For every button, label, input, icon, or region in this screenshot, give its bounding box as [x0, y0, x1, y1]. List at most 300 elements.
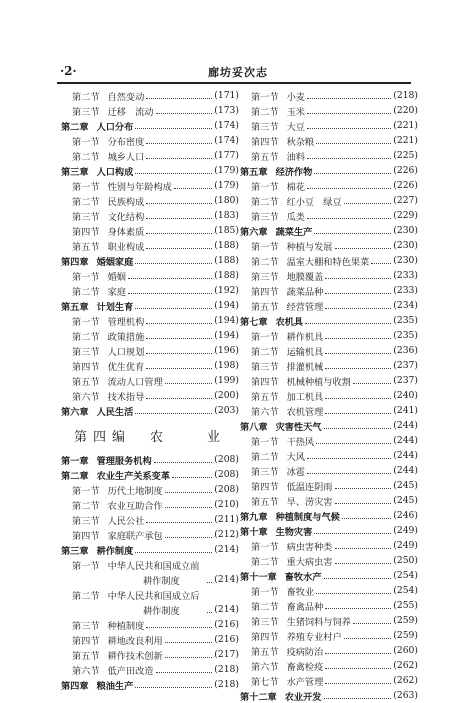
leader-dots [344, 202, 392, 204]
toc-section-entry[interactable] [240, 598, 418, 613]
entry-label: 第四节 [72, 226, 100, 238]
entry-page-number: (218) [214, 679, 239, 690]
toc-section-entry[interactable] [61, 193, 239, 208]
leader-dots [325, 682, 391, 684]
entry-label: 第一节 [72, 271, 100, 283]
running-title: 廊坊妥次志 [208, 66, 268, 79]
toc-section-entry[interactable] [240, 628, 418, 643]
toc-section-entry[interactable] [61, 178, 239, 193]
leader-dots [316, 442, 391, 444]
entry-page-number: (236) [393, 345, 418, 356]
entry-title: 重大病虫害 [286, 556, 333, 568]
toc-section-entry[interactable] [240, 673, 418, 688]
leader-dots [307, 457, 391, 459]
toc-section-entry[interactable] [240, 658, 418, 673]
toc-section-entry[interactable] [240, 148, 418, 163]
toc-section-entry[interactable] [240, 283, 418, 298]
entry-title: 大风 [286, 451, 305, 463]
leader-dots [154, 461, 213, 463]
entry-label: 第一章 [61, 455, 89, 467]
entry-page-number: (230) [393, 255, 418, 266]
entry-label: 第三节 [251, 616, 279, 628]
entry-page-number: (174) [214, 135, 239, 146]
entry-page-number: (254) [393, 585, 418, 596]
entry-page-number: (185) [214, 225, 239, 236]
entry-page-number: (211) [214, 514, 239, 525]
entry-title: 迁移 流动 [107, 106, 154, 118]
leader-dots [135, 127, 212, 129]
entry-page-number: (216) [214, 619, 239, 630]
leader-dots [371, 262, 391, 264]
entry-page-number: (234) [393, 300, 418, 311]
entry-label: 第四节 [72, 530, 100, 542]
entry-label: 第一节 [72, 560, 100, 572]
entry-label: 第一节 [72, 181, 100, 193]
leader-dots [146, 337, 212, 339]
header-rule [57, 82, 411, 84]
entry-label: 第四章 [61, 256, 89, 268]
leader-dots [156, 671, 213, 673]
leader-dots [335, 247, 392, 249]
entry-label: 第五章 [61, 301, 89, 313]
entry-title: 婚姻家庭 [96, 256, 134, 268]
toc-section-entry[interactable] [240, 103, 418, 118]
entry-label: 第十一章 [240, 571, 277, 583]
page-number: ·2· [60, 64, 77, 78]
entry-title: 管理服务机构 [96, 455, 152, 467]
entry-title: 耕地改良利用 [107, 635, 163, 647]
entry-label: 第十二章 [240, 691, 277, 703]
entry-page-number: (235) [393, 330, 418, 341]
leader-dots [316, 142, 391, 144]
toc-section-entry[interactable] [240, 403, 418, 418]
entry-label: 第八章 [240, 421, 268, 433]
entry-title: 温室大棚和特色果菜 [286, 256, 370, 268]
entry-label: 第六章 [240, 226, 268, 238]
entry-label: 第一节 [251, 181, 279, 193]
entry-page-number: (217) [214, 649, 239, 660]
entry-page-number: (225) [393, 150, 418, 161]
entry-label: 第四章 [61, 680, 89, 692]
toc-section-entry[interactable] [61, 103, 239, 118]
entry-label: 第七节 [251, 676, 279, 688]
entry-page-number: (174) [214, 120, 239, 131]
toc-chapter-entry[interactable] [240, 508, 418, 523]
toc-section-entry[interactable] [61, 268, 239, 283]
entry-page-number: (230) [393, 240, 418, 251]
toc-chapter-entry[interactable] [61, 298, 239, 313]
toc-section-entry[interactable] [240, 448, 418, 463]
entry-page-number: (218) [393, 90, 418, 101]
toc-chapter-entry[interactable] [61, 163, 239, 178]
entry-page-number: (233) [393, 270, 418, 281]
entry-page-number: (188) [214, 240, 239, 251]
entry-page-number: (254) [393, 570, 418, 581]
entry-title: 农机管理 [286, 406, 324, 418]
entry-title: 小麦 [286, 91, 305, 103]
leader-dots [165, 641, 213, 643]
entry-page-number: (237) [393, 375, 418, 386]
leader-dots [325, 367, 391, 369]
entry-label: 第七章 [240, 316, 268, 328]
toc-section-entry[interactable] [61, 647, 239, 662]
entry-label: 第三节 [72, 106, 100, 118]
leader-dots [207, 611, 212, 613]
leader-dots [165, 382, 213, 384]
entry-label: 第三章 [61, 166, 89, 178]
entry-title: 生猪饲料与饲养 [286, 616, 351, 628]
toc-continuation-line[interactable] [61, 602, 239, 617]
leader-dots [325, 607, 391, 609]
toc-section-entry[interactable] [240, 253, 418, 268]
leader-dots [135, 307, 212, 309]
entry-label: 第二节 [251, 601, 279, 613]
leader-dots [146, 521, 212, 523]
entry-label: 第三节 [251, 466, 279, 478]
leader-dots [335, 562, 392, 564]
entry-page-number: (173) [214, 105, 239, 116]
entry-title: 耕作机具 [286, 331, 324, 343]
entry-label: 第五节 [251, 496, 279, 508]
leader-dots [146, 352, 212, 354]
toc-section-entry[interactable] [240, 358, 418, 373]
toc-chapter-entry[interactable] [61, 542, 239, 557]
leader-dots [335, 547, 392, 549]
entry-title: 农业生产关系变革 [96, 470, 171, 482]
toc-section-entry[interactable] [240, 463, 418, 478]
entry-page-number: (230) [393, 225, 418, 236]
toc-section-entry[interactable] [61, 587, 239, 602]
entry-title: 畜禽检疫 [286, 661, 324, 673]
toc-section-entry[interactable] [61, 133, 239, 148]
toc-section-entry[interactable] [61, 223, 239, 238]
leader-dots [325, 337, 391, 339]
leader-dots [135, 172, 212, 174]
toc-section-entry[interactable] [61, 497, 239, 512]
toc-section-entry[interactable] [240, 133, 418, 148]
entry-page-number: (262) [393, 660, 418, 671]
toc-chapter-entry[interactable] [61, 677, 239, 692]
toc-section-entry[interactable] [61, 328, 239, 343]
toc-chapter-entry[interactable] [61, 253, 239, 268]
toc-section-entry[interactable] [61, 373, 239, 388]
toc-section-entry[interactable] [61, 358, 239, 373]
leader-dots [335, 487, 392, 489]
toc-section-entry[interactable] [61, 527, 239, 542]
entry-page-number: (227) [393, 195, 418, 206]
entry-page-number: (244) [393, 435, 418, 446]
leader-dots [146, 247, 212, 249]
toc-section-entry[interactable] [240, 613, 418, 628]
toc-section-entry[interactable] [61, 313, 239, 328]
toc-section-entry[interactable] [61, 632, 239, 647]
toc-section-entry[interactable] [240, 118, 418, 133]
entry-label: 第二节 [251, 106, 279, 118]
toc-section-entry[interactable] [240, 493, 418, 508]
leader-dots [146, 626, 212, 628]
leader-dots [325, 307, 391, 309]
entry-page-number: (245) [393, 480, 418, 491]
toc-chapter-entry[interactable] [61, 403, 239, 418]
entry-title: 中华人民共和国成立后 [107, 590, 200, 602]
leader-dots [324, 577, 392, 579]
page-header [60, 64, 410, 82]
entry-page-number: (212) [214, 529, 239, 540]
entry-page-number: (192) [214, 285, 239, 296]
entry-page-number: (196) [214, 345, 239, 356]
toc-chapter-entry[interactable] [240, 568, 418, 583]
toc-section-entry[interactable] [61, 343, 239, 358]
leader-dots [135, 262, 212, 264]
toc-section-entry[interactable] [61, 148, 239, 163]
toc-chapter-entry[interactable] [240, 688, 418, 703]
entry-label: 第四节 [72, 635, 100, 647]
entry-title: 性别与年龄构成 [107, 181, 172, 193]
entry-page-number: (262) [393, 675, 418, 686]
toc-section-entry[interactable] [240, 193, 418, 208]
entry-title: 病虫害种类 [286, 541, 333, 553]
entry-title: 身体素质 [107, 226, 145, 238]
entry-page-number: (246) [393, 510, 418, 521]
toc-chapter-entry[interactable] [240, 523, 418, 538]
entry-label: 第四节 [251, 136, 279, 148]
entry-label: 第五节 [72, 650, 100, 662]
entry-title: 优生优育 [107, 361, 145, 373]
leader-dots [146, 157, 212, 159]
entry-label: 第二章 [61, 121, 89, 133]
entry-label: 第三节 [251, 211, 279, 223]
entry-label: 第五节 [251, 391, 279, 403]
leader-dots [307, 112, 391, 114]
entry-page-number: (250) [393, 555, 418, 566]
entry-title: 生物灾害 [275, 526, 313, 538]
entry-page-number: (221) [393, 120, 418, 131]
toc-continuation-line[interactable] [61, 572, 239, 587]
entry-title: 冰雹 [286, 466, 305, 478]
leader-dots [165, 536, 213, 538]
entry-label: 第四节 [251, 481, 279, 493]
entry-title: 瓜类 [286, 211, 305, 223]
entry-title: 农业互助合作 [107, 500, 163, 512]
toc-chapter-entry[interactable] [240, 223, 418, 238]
entry-page-number: (249) [393, 525, 418, 536]
toc-section-entry[interactable] [240, 88, 418, 103]
leader-dots [325, 277, 391, 279]
toc-section-entry[interactable] [61, 208, 239, 223]
leader-dots [307, 127, 391, 129]
entry-title: 管理机构 [107, 316, 145, 328]
entry-page-number: (214) [214, 574, 239, 585]
entry-title: 蔬菜生产 [275, 226, 313, 238]
entry-title: 油料 [286, 151, 305, 163]
toc-section-entry[interactable] [240, 373, 418, 388]
toc-section-entry[interactable] [240, 268, 418, 283]
entry-label: 第四节 [251, 631, 279, 643]
entry-title: 自然变动 [107, 91, 145, 103]
leader-dots [146, 97, 212, 99]
entry-page-number: (203) [214, 405, 239, 416]
entry-page-number: (183) [214, 210, 239, 221]
entry-title: 加工机具 [286, 391, 324, 403]
entry-label: 第二节 [72, 91, 100, 103]
toc-section-entry[interactable] [240, 388, 418, 403]
entry-page-number: (260) [393, 645, 418, 656]
entry-title: 经营管理 [286, 301, 324, 313]
entry-title: 历代土地制度 [107, 485, 163, 497]
leader-dots [165, 491, 213, 493]
leader-dots [165, 506, 213, 508]
entry-page-number: (226) [393, 180, 418, 191]
entry-title: 畜禽品种 [286, 601, 324, 613]
toc-section-entry[interactable] [240, 208, 418, 223]
entry-page-number: (210) [214, 499, 239, 510]
entry-label: 第三节 [72, 346, 100, 358]
entry-label: 第一节 [72, 485, 100, 497]
entry-label: 第五节 [72, 376, 100, 388]
toc-section-entry[interactable] [240, 178, 418, 193]
entry-label: 第三节 [251, 271, 279, 283]
entry-page-number: (214) [214, 544, 239, 555]
leader-dots [146, 217, 212, 219]
toc-section-entry[interactable] [61, 662, 239, 677]
entry-label: 第五节 [251, 646, 279, 658]
entry-title: 分布密度 [107, 136, 145, 148]
entry-page-number: (214) [214, 604, 239, 615]
leader-dots [172, 476, 212, 478]
toc-section-entry[interactable] [240, 328, 418, 343]
toc-chapter-entry[interactable] [240, 418, 418, 433]
entry-title: 排灌机械 [286, 361, 324, 373]
toc-section-entry[interactable] [240, 238, 418, 253]
entry-page-number: (229) [393, 210, 418, 221]
entry-label: 第三章 [61, 545, 89, 557]
entry-title: 养殖专业村户 [286, 631, 342, 643]
entry-title: 运输机具 [286, 346, 324, 358]
entry-title: 农业开发 [284, 691, 322, 703]
toc-section-entry[interactable] [240, 298, 418, 313]
leader-dots [325, 292, 391, 294]
leader-dots [314, 232, 391, 234]
leader-dots [135, 686, 212, 688]
leader-dots [325, 652, 391, 654]
toc-section-entry[interactable] [240, 643, 418, 658]
entry-label: 第三节 [251, 121, 279, 133]
entry-title: 经济作物 [275, 166, 313, 178]
toc-section-entry[interactable] [61, 88, 239, 103]
entry-title: 耕作技术创新 [107, 650, 163, 662]
entry-page-number: (240) [393, 390, 418, 401]
entry-label: 第十章 [240, 526, 268, 538]
entry-page-number: (244) [393, 450, 418, 461]
entry-page-number: (171) [214, 90, 239, 101]
entry-title: 耕作制度 [143, 575, 180, 587]
entry-label: 第六节 [72, 665, 100, 677]
toc-section-entry[interactable] [61, 512, 239, 527]
entry-label: 第六章 [61, 406, 89, 418]
entry-label: 第二节 [72, 590, 100, 602]
toc-chapter-entry[interactable] [240, 163, 418, 178]
entry-label: 第五节 [251, 151, 279, 163]
toc-section-entry[interactable] [240, 433, 418, 448]
toc-section-entry[interactable] [61, 482, 239, 497]
entry-title: 人口规划 [107, 346, 145, 358]
toc-section-entry[interactable] [240, 583, 418, 598]
toc-chapter-entry[interactable] [240, 313, 418, 328]
leader-dots [307, 217, 391, 219]
leader-dots [344, 637, 392, 639]
leader-dots [353, 622, 391, 624]
entry-page-number: (180) [214, 195, 239, 206]
entry-page-number: (220) [393, 105, 418, 116]
entry-page-number: (188) [214, 270, 239, 281]
leader-dots [335, 502, 392, 504]
leader-dots [128, 292, 212, 294]
leader-dots [307, 97, 391, 99]
leader-dots [324, 427, 392, 429]
toc-section-entry[interactable] [61, 388, 239, 403]
entry-page-number: (259) [393, 615, 418, 626]
toc-chapter-entry[interactable] [61, 118, 239, 133]
entry-page-number: (226) [393, 165, 418, 176]
entry-title: 蔬菜品种 [286, 286, 324, 298]
leader-dots [325, 412, 391, 414]
leader-dots [316, 592, 391, 594]
entry-title: 职业构成 [107, 241, 145, 253]
toc-chapter-entry[interactable] [61, 452, 239, 467]
toc-section-entry[interactable] [61, 557, 239, 572]
leader-dots [305, 322, 391, 324]
entry-page-number: (237) [393, 360, 418, 371]
entry-page-number: (177) [214, 150, 239, 161]
toc-section-entry[interactable] [61, 283, 239, 298]
toc-section-entry[interactable] [61, 238, 239, 253]
entry-title: 疫病防治 [286, 646, 324, 658]
entry-label: 第一节 [251, 91, 279, 103]
toc-section-entry[interactable] [240, 478, 418, 493]
entry-label: 第六节 [72, 391, 100, 403]
part-heading: 第四编 农 业 [73, 429, 226, 445]
entry-label: 第九章 [240, 511, 268, 523]
entry-title: 旱、涝灾害 [286, 496, 333, 508]
entry-label: 第四节 [72, 361, 100, 373]
entry-page-number: (188) [214, 255, 239, 266]
leader-dots [207, 581, 212, 583]
entry-label: 第二节 [251, 256, 279, 268]
entry-page-number: (221) [393, 135, 418, 146]
entry-label: 第二章 [61, 470, 89, 482]
entry-title: 秋杂粮 [286, 136, 315, 148]
entry-title: 种植与发展 [286, 241, 333, 253]
entry-label: 第二节 [251, 556, 279, 568]
toc-section-entry[interactable] [240, 553, 418, 568]
leader-dots [325, 667, 391, 669]
entry-page-number: (255) [393, 600, 418, 611]
entry-title: 民族构成 [107, 196, 145, 208]
entry-page-number: (244) [393, 465, 418, 476]
leader-dots [307, 187, 391, 189]
toc-section-entry[interactable] [240, 538, 418, 553]
leader-dots [146, 232, 212, 234]
entry-title: 农机具 [275, 316, 304, 328]
toc-section-entry[interactable] [61, 617, 239, 632]
entry-title: 人民生活 [96, 406, 134, 418]
toc-chapter-entry[interactable] [61, 467, 239, 482]
toc-section-entry[interactable] [240, 343, 418, 358]
leader-dots [353, 382, 391, 384]
leader-dots [325, 397, 391, 399]
leader-dots [135, 551, 212, 553]
leader-dots [342, 517, 391, 519]
